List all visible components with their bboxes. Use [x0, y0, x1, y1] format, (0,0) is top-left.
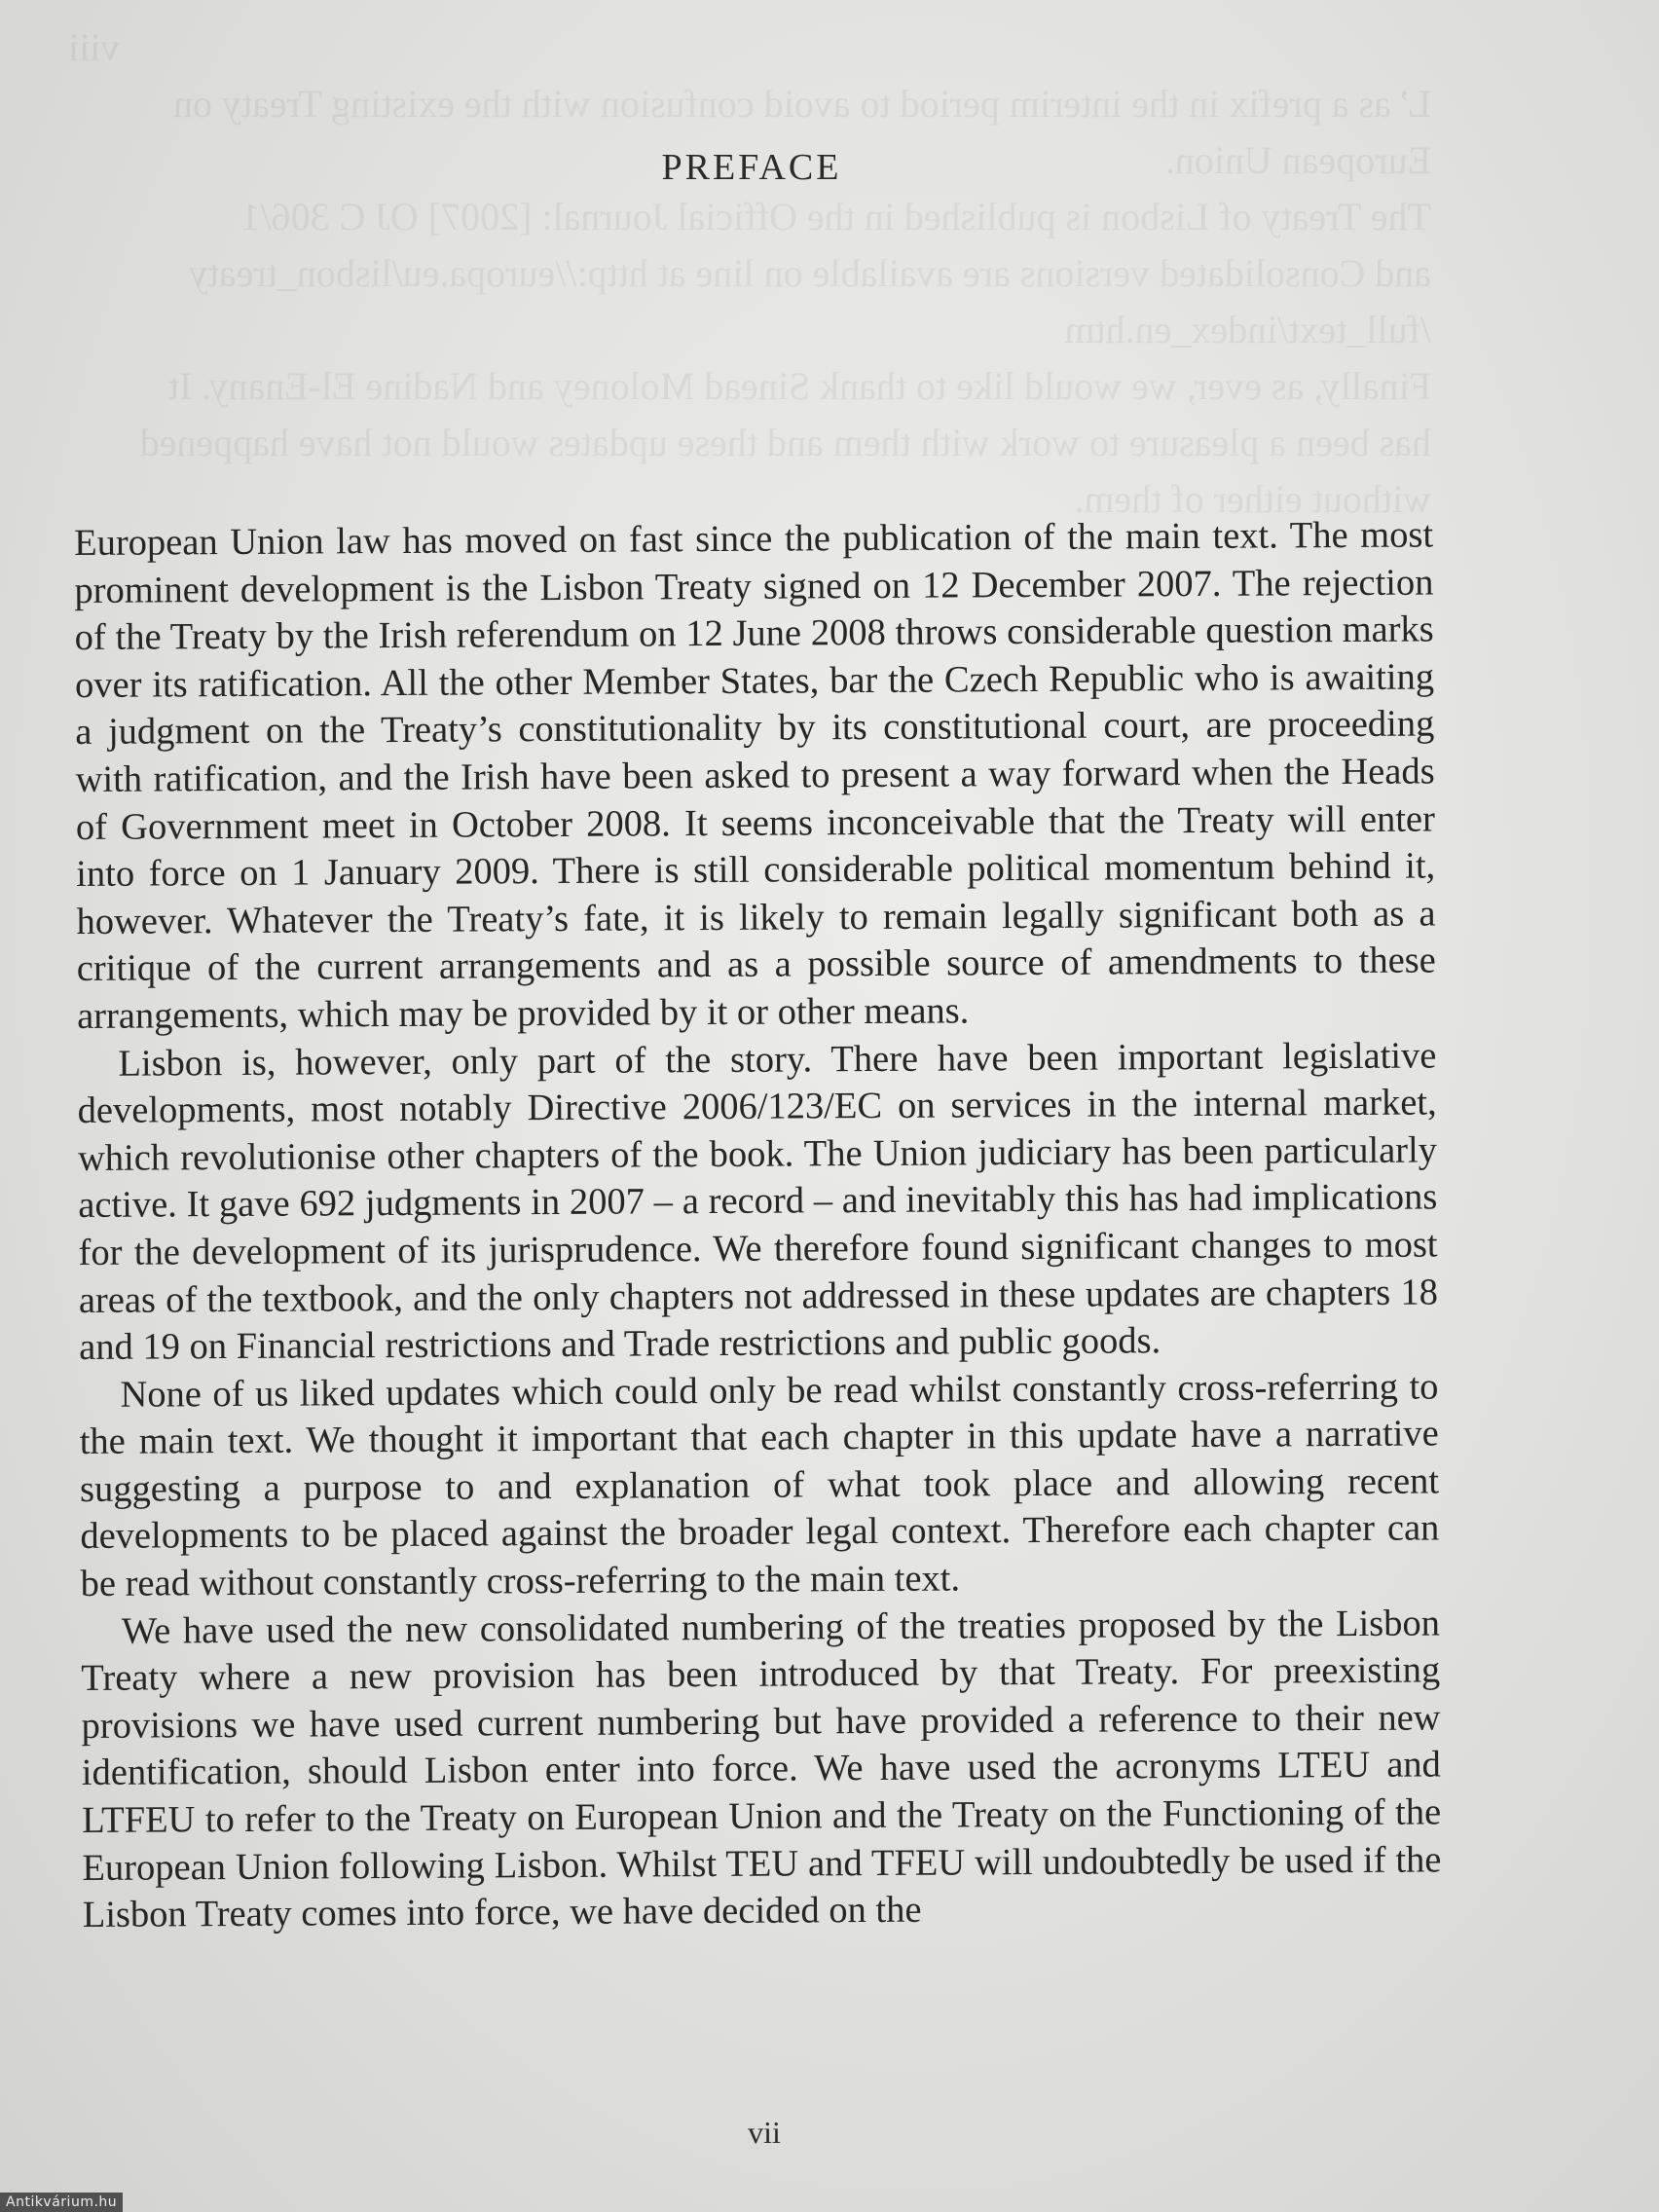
bleed-line: without either of them. [1074, 477, 1431, 521]
page-number: vii [748, 2115, 781, 2150]
paragraph: None of us liked updates which could only be read whilst constantly cross-referring to the main text. We thought it important that each chapter in this update have a narrative suggesting a purpose to and explanation of what took place and allowing recent developments to be placed against the broader legal context. Therefore each chapter can be read without constantly cross-referring to the main text. [79, 1366, 1440, 1605]
bleed-line: European Union. [1164, 138, 1431, 182]
paragraph: We have used the new consolidated numbering of the treaties proposed by the Lisbon Treaty where a new provision has been introduced by that Treaty. For preexisting provisions we have used current numbering but have provided a reference to their new identification, should Lisbon enter into force. We have used the acronyms LTEU and LTFEU to refer to the Treaty on European Union and the Treaty on the Functioning of the European Union following Lisbon. Whilst TEU and TFEU will undoubtedly be used if the Lisbon Treaty comes into force, we have decided on the [81, 1603, 1442, 1936]
bleed-line: L’ as a prefix in the interim period to avoid confusion with the existing Treaty on [172, 82, 1431, 126]
bleed-line: viii [68, 25, 121, 69]
bleed-line: Finally, as ever, we would like to thank Sinead Moloney and Nadine El-Enany. It [167, 364, 1431, 408]
bleed-line: /full_text/index_en.htm [1064, 308, 1431, 351]
paragraph: Lisbon is, however, only part of the story. There have been important legislative developments, most notably Directive 2006/123/EC on services in the internal market, which revolutionise other chapters of the book. The Union judiciary has been particularly active. It gave 692 judgments in 2007 – a record – and inevitably this has had implications for the development of its jurisprudence. We therefore found significant changes to most areas of the textbook, and the only chapters not addressed in these updates are chapters 18 and 19 on Financial restrictions and Trade restrictions and public goods. [77, 1034, 1438, 1369]
watermark-label: Antikvárium.hu [0, 2193, 123, 2212]
preface-body [74, 511, 1442, 1938]
page-title: PREFACE [661, 147, 842, 188]
bleed-line: The Treaty of Lisbon is published in the Official Journal: [2007] OJ C 306/1 [240, 195, 1431, 239]
bleed-line: and Consolidated versions are available on line at http://europa.eu/lisbon_treaty [188, 251, 1431, 295]
bleed-line: has been a pleasure to work with them and these updates would not have happened [139, 421, 1431, 464]
paragraph: European Union law has moved on fast since the publication of the main text. The most prominent development is the Lisbon Treaty signed on 12 December 2007. The rejection of the Treaty by the Irish referendum on 12 June 2008 throws considerable question marks over its ratification. All the other Member States, bar the Czech Republic who is awaiting a judgment on the Treaty’s constitutionality by its constitutional court, are proceeding with ratification, and the Irish have been asked to present a way forward when the Heads of Government meet in October 2008. It seems inconceivable that the Treaty will enter into force on 1 January 2009. There is still considerable political momentum behind it, however. Whatever the Treaty’s fate, it is likely to remain legally significant both as a critique of the current arrangements and as a possible source of amendments to these arrangements, which may be provided by it or other means. [74, 514, 1436, 1037]
bleed-through-text [68, 19, 1431, 528]
